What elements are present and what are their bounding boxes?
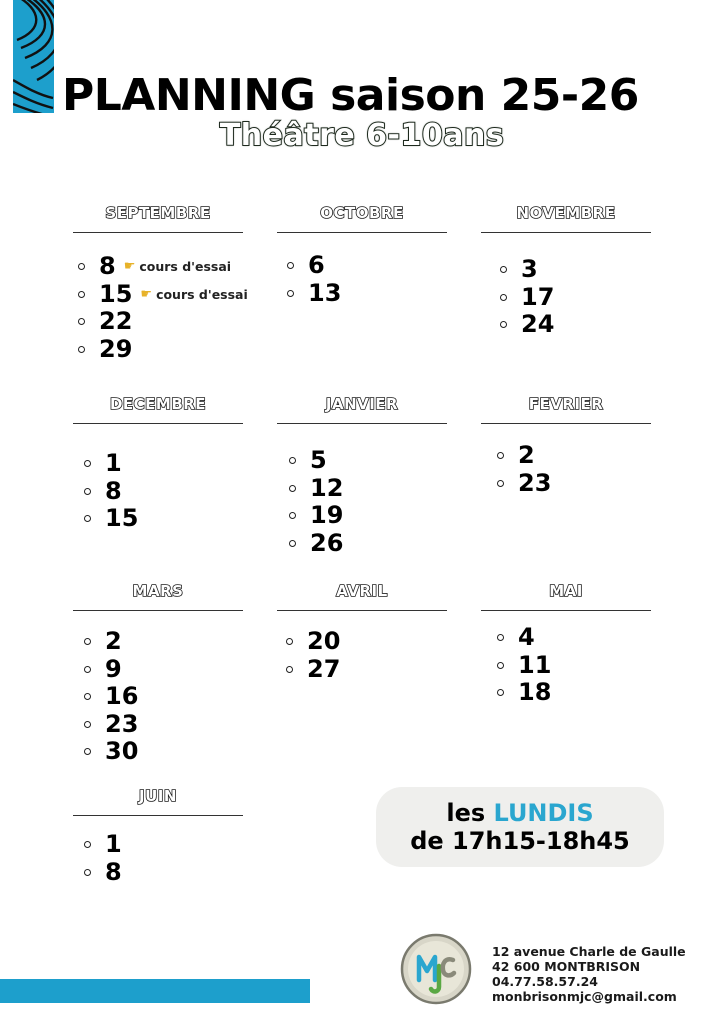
bullet-icon xyxy=(84,748,91,755)
list-item xyxy=(286,656,340,684)
date-list-mai xyxy=(497,624,551,707)
date-day: 30 xyxy=(105,737,139,766)
bullet-icon xyxy=(289,540,296,547)
bullet-icon xyxy=(497,662,504,669)
list-item xyxy=(78,336,248,364)
date-list-mars xyxy=(84,628,138,766)
pointing-hand-icon: ☛ xyxy=(123,259,136,275)
date-day: 2 xyxy=(518,441,535,470)
schedule-prefix: les xyxy=(446,799,486,827)
month-octobre xyxy=(277,203,447,233)
bullet-icon xyxy=(500,294,507,301)
page-title: PLANNING saison 25-26 xyxy=(62,70,639,121)
bullet-icon xyxy=(289,485,296,492)
bullet-icon xyxy=(84,488,91,495)
month-divider xyxy=(277,610,447,611)
month-name: MAI xyxy=(549,582,583,600)
list-item xyxy=(289,502,343,530)
trial-note-label: cours d'essai xyxy=(139,259,232,275)
list-item xyxy=(84,628,138,656)
bullet-icon xyxy=(500,321,507,328)
date-list-fevrier xyxy=(497,442,551,497)
month-name: DECEMBRE xyxy=(109,395,207,413)
date-day: 24 xyxy=(521,310,555,339)
trial-note xyxy=(140,287,247,302)
month-name: OCTOBRE xyxy=(320,204,404,222)
month-name: JUIN xyxy=(139,787,177,805)
date-day: 8 xyxy=(105,476,122,505)
list-item xyxy=(84,505,138,533)
date-day: 8 xyxy=(99,252,116,281)
date-day: 19 xyxy=(310,501,344,530)
bottom-accent-bar xyxy=(0,979,310,1003)
date-day: 3 xyxy=(521,255,538,284)
date-day: 4 xyxy=(518,623,535,652)
date-list-novembre xyxy=(500,256,554,339)
bullet-icon xyxy=(286,638,293,645)
month-name: MARS xyxy=(132,582,184,600)
bullet-icon xyxy=(497,452,504,459)
list-item xyxy=(497,470,551,498)
date-day: 11 xyxy=(518,650,552,679)
date-day: 18 xyxy=(518,678,552,707)
date-day: 27 xyxy=(307,654,341,683)
schedule-box xyxy=(376,787,664,867)
list-item xyxy=(78,253,248,281)
bullet-icon xyxy=(500,266,507,273)
list-item xyxy=(78,281,248,309)
bullet-icon xyxy=(289,457,296,464)
month-novembre xyxy=(481,203,651,233)
month-avril xyxy=(277,581,447,611)
list-item xyxy=(84,859,122,887)
list-item xyxy=(84,711,138,739)
list-item xyxy=(500,284,554,312)
list-item xyxy=(286,628,340,656)
bullet-icon xyxy=(78,263,85,270)
list-item xyxy=(289,447,343,475)
list-item xyxy=(289,475,343,503)
date-day: 15 xyxy=(99,279,133,308)
list-item xyxy=(287,252,341,280)
date-list-janvier xyxy=(289,447,343,557)
month-divider xyxy=(277,232,447,233)
schedule-days xyxy=(376,799,664,827)
list-item xyxy=(84,450,138,478)
month-divider xyxy=(73,232,243,233)
list-item xyxy=(84,738,138,766)
list-item xyxy=(497,652,551,680)
bullet-icon xyxy=(287,290,294,297)
list-item xyxy=(84,656,138,684)
month-mai xyxy=(481,581,651,611)
bullet-icon xyxy=(84,666,91,673)
month-fevrier xyxy=(481,394,651,424)
list-item xyxy=(78,308,248,336)
bullet-icon xyxy=(84,638,91,645)
list-item xyxy=(497,624,551,652)
page-subtitle: Théâtre 6-10ans xyxy=(219,118,505,153)
date-day: 17 xyxy=(521,282,555,311)
month-name: FEVRIER xyxy=(528,395,604,413)
date-day: 16 xyxy=(105,682,139,711)
bullet-icon xyxy=(497,634,504,641)
date-day: 22 xyxy=(99,307,133,336)
month-juin xyxy=(73,786,243,816)
date-day: 23 xyxy=(105,709,139,738)
email[interactable]: monbrisonmjc@gmail.com xyxy=(492,989,677,1004)
list-item xyxy=(497,679,551,707)
date-day: 8 xyxy=(105,857,122,886)
month-mars xyxy=(73,581,243,611)
month-septembre xyxy=(73,203,243,233)
date-day: 26 xyxy=(310,528,344,557)
bullet-icon xyxy=(78,291,85,298)
decorative-bar xyxy=(13,0,54,113)
date-list-decembre xyxy=(84,450,138,533)
schedule-day: LUNDIS xyxy=(493,799,594,827)
month-divider xyxy=(481,232,651,233)
date-list-avril xyxy=(286,628,340,683)
list-item xyxy=(500,256,554,284)
date-day: 2 xyxy=(105,627,122,656)
month-janvier xyxy=(277,394,447,424)
date-list-juin xyxy=(84,831,122,886)
bullet-icon xyxy=(84,869,91,876)
mjc-logo xyxy=(400,933,472,1005)
date-day: 1 xyxy=(105,449,122,478)
trial-note xyxy=(124,259,231,274)
month-divider xyxy=(481,610,651,611)
bullet-icon xyxy=(287,262,294,269)
list-item xyxy=(500,311,554,339)
month-divider xyxy=(73,815,243,816)
bullet-icon xyxy=(84,841,91,848)
date-day: 29 xyxy=(99,334,133,363)
bullet-icon xyxy=(84,460,91,467)
list-item xyxy=(287,280,341,308)
list-item xyxy=(497,442,551,470)
month-name: SEPTEMBRE xyxy=(105,204,211,222)
date-day: 15 xyxy=(105,504,139,533)
schedule-hours: de 17h15-18h45 xyxy=(410,827,630,855)
list-item xyxy=(84,683,138,711)
month-divider xyxy=(73,610,243,611)
date-day: 23 xyxy=(518,468,552,497)
month-name: JANVIER xyxy=(325,395,399,413)
date-day: 13 xyxy=(308,278,342,307)
bullet-icon xyxy=(84,721,91,728)
month-divider xyxy=(481,423,651,424)
swirl-pattern-icon xyxy=(13,0,54,113)
bullet-icon xyxy=(289,512,296,519)
bullet-icon xyxy=(497,689,504,696)
date-day: 9 xyxy=(105,654,122,683)
pointing-hand-icon: ☛ xyxy=(140,286,153,302)
month-name: NOVEMBRE xyxy=(516,204,616,222)
bullet-icon xyxy=(497,480,504,487)
bullet-icon xyxy=(78,346,85,353)
contact-block xyxy=(492,944,722,1004)
bullet-icon xyxy=(78,318,85,325)
bullet-icon xyxy=(84,515,91,522)
trial-note-label: cours d'essai xyxy=(156,286,248,302)
month-divider xyxy=(277,423,447,424)
bullet-icon xyxy=(286,666,293,673)
phone: 04.77.58.57.24 xyxy=(492,974,598,989)
address-line1: 12 avenue Charle de Gaulle xyxy=(492,944,686,959)
date-list-septembre xyxy=(78,253,248,363)
date-day: 20 xyxy=(307,627,341,656)
month-decembre xyxy=(73,394,243,424)
date-list-octobre xyxy=(287,252,341,307)
month-divider xyxy=(73,423,243,424)
date-day: 12 xyxy=(310,473,344,502)
date-day: 1 xyxy=(105,830,122,859)
date-day: 5 xyxy=(310,446,327,475)
bullet-icon xyxy=(84,693,91,700)
list-item xyxy=(84,831,122,859)
month-name: AVRIL xyxy=(336,582,388,600)
list-item xyxy=(84,478,138,506)
address-line2: 42 600 MONTBRISON xyxy=(492,959,641,974)
date-day: 6 xyxy=(308,251,325,280)
list-item xyxy=(289,530,343,558)
